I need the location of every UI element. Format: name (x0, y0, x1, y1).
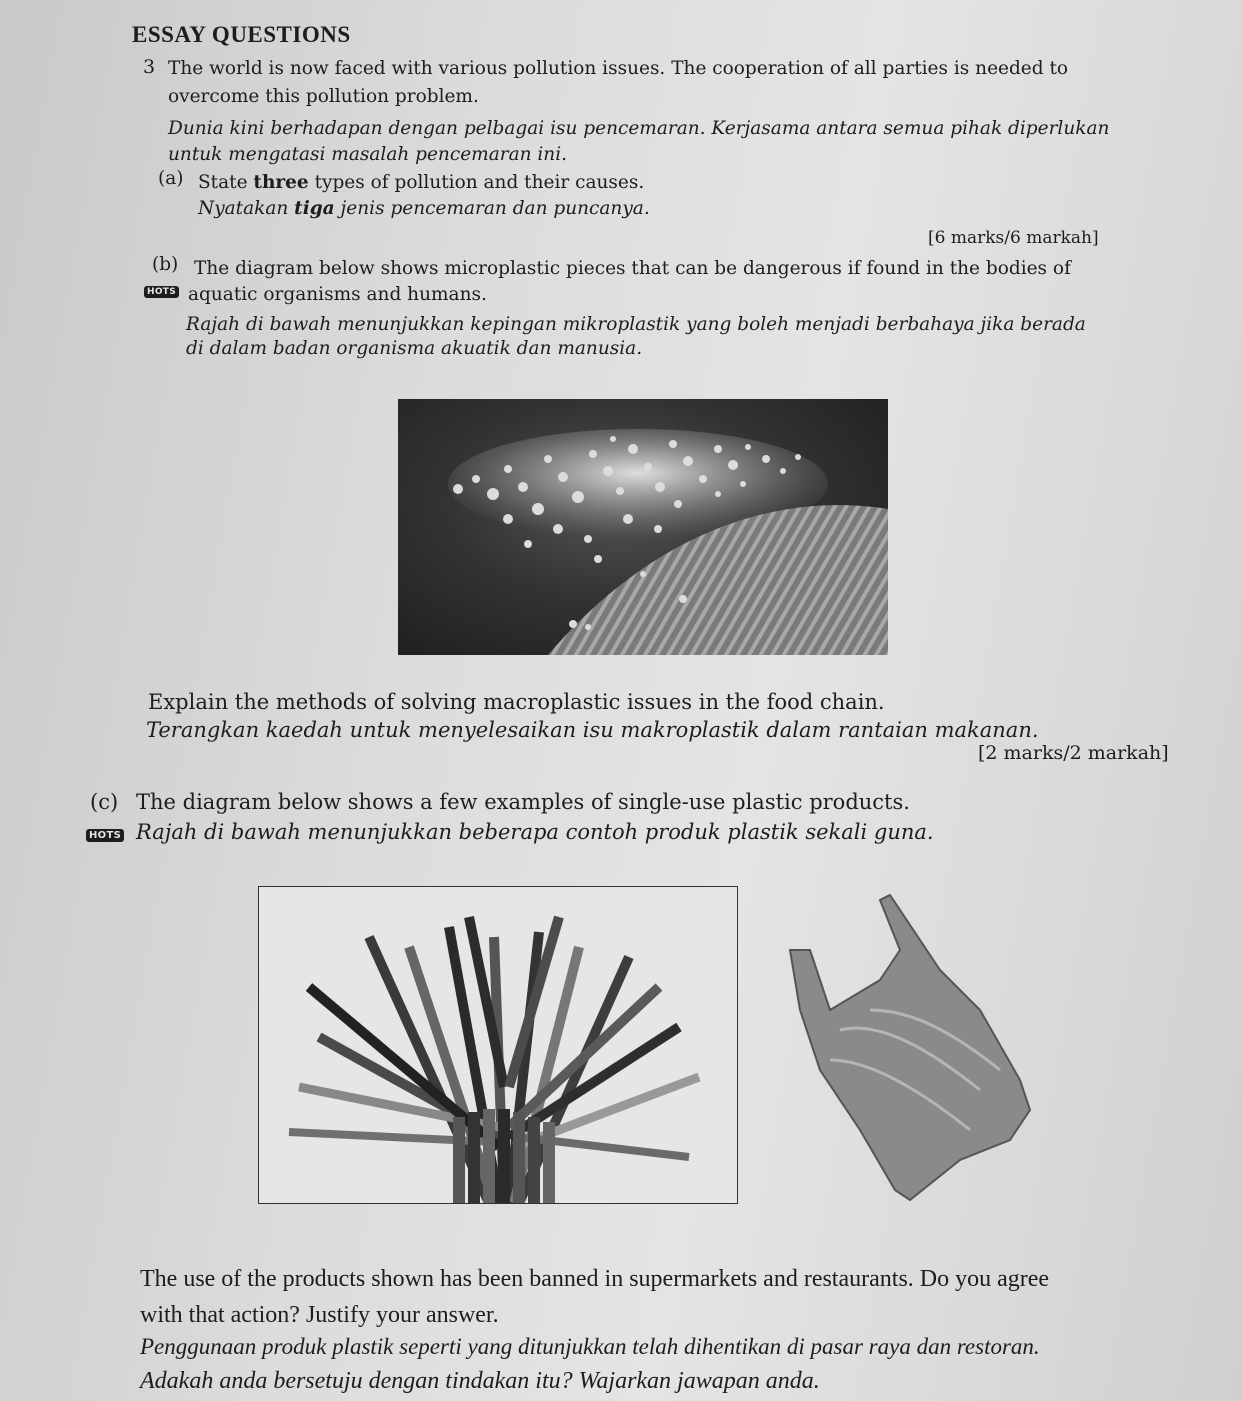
part-c-label: (c) (90, 790, 119, 814)
part-c-hots-badge: HOTS (86, 829, 124, 842)
part-a-en-bold: three (253, 172, 309, 193)
part-b-hots-badge: HOTS (144, 286, 179, 298)
intro-ms-line-2: untuk mengatasi masalah pencemaran ini. (168, 144, 568, 165)
part-a-en-pre: State (198, 172, 254, 193)
part-b-label: (b) (152, 254, 179, 275)
part-a-en-post: types of pollution and their causes. (308, 172, 645, 193)
part-a-label: (a) (158, 168, 184, 189)
part-a-ms-post: jenis pencemaran dan puncanya. (334, 198, 650, 219)
question-number: 3 (143, 56, 156, 78)
part-b-task-ms: Terangkan kaedah untuk menyelesaikan isu makroplastik dalam rantaian makanan. (146, 718, 1039, 742)
part-c-en: The diagram below shows a few examples of single-use plastic products. (136, 790, 910, 814)
microplastic-illustration (398, 399, 888, 655)
part-a-ms-pre: Nyatakan (198, 198, 295, 219)
plastic-bag-illustration (780, 890, 1040, 1210)
intro-en-line-1: The world is now faced with various pollution issues. The cooperation of all parties is needed to (168, 58, 1069, 79)
part-c-task-ms-line-1: Penggunaan produk plastik seperti yang ditunjukkan telah dihentikan di pasar raya dan restoran. (140, 1334, 1040, 1359)
part-a-en (198, 172, 644, 193)
part-c-task-en-line-2: with that action? Justify your answer. (140, 1302, 499, 1328)
part-b-en-line-2: aquatic organisms and humans. (188, 284, 487, 305)
part-c-task-en-line-1: The use of the products shown has been banned in supermarkets and restaurants. Do you agree (140, 1266, 1050, 1292)
part-b-task-en: Explain the methods of solving macroplastic issues in the food chain. (148, 690, 885, 714)
part-c-ms: Rajah di bawah menunjukkan beberapa contoh produk plastik sekali guna. (136, 820, 934, 844)
section-heading: ESSAY QUESTIONS (132, 22, 351, 47)
part-b-ms-line-2: di dalam badan organisma akuatik dan manusia. (186, 338, 643, 359)
microplastic-photo (398, 399, 888, 655)
straws-illustration (259, 887, 737, 1203)
part-c-task-ms-line-2: Adakah anda bersetuju dengan tindakan itu? Wajarkan jawapan anda. (140, 1368, 820, 1394)
part-b-marks: [2 marks/2 markah] (978, 742, 1169, 764)
part-a-marks: [6 marks/6 markah] (928, 228, 1099, 248)
straw-bundle (289, 917, 699, 1203)
part-a-ms (198, 198, 650, 219)
plastic-bag-body (790, 895, 1030, 1200)
part-a-ms-bold: tiga (294, 198, 335, 219)
intro-en-line-2: overcome this pollution problem. (168, 86, 479, 107)
intro-ms-line-1: Dunia kini berhadapan dengan pelbagai isu pencemaran. Kerjasama antara semua pihak diperlukan (168, 118, 1110, 139)
drinking-straws-photo (258, 886, 738, 1204)
part-b-ms-line-1: Rajah di bawah menunjukkan kepingan mikroplastik yang boleh menjadi berbahaya jika berada (186, 314, 1086, 335)
part-b-en-line-1: The diagram below shows microplastic pieces that can be dangerous if found in the bodies of (194, 258, 1071, 279)
